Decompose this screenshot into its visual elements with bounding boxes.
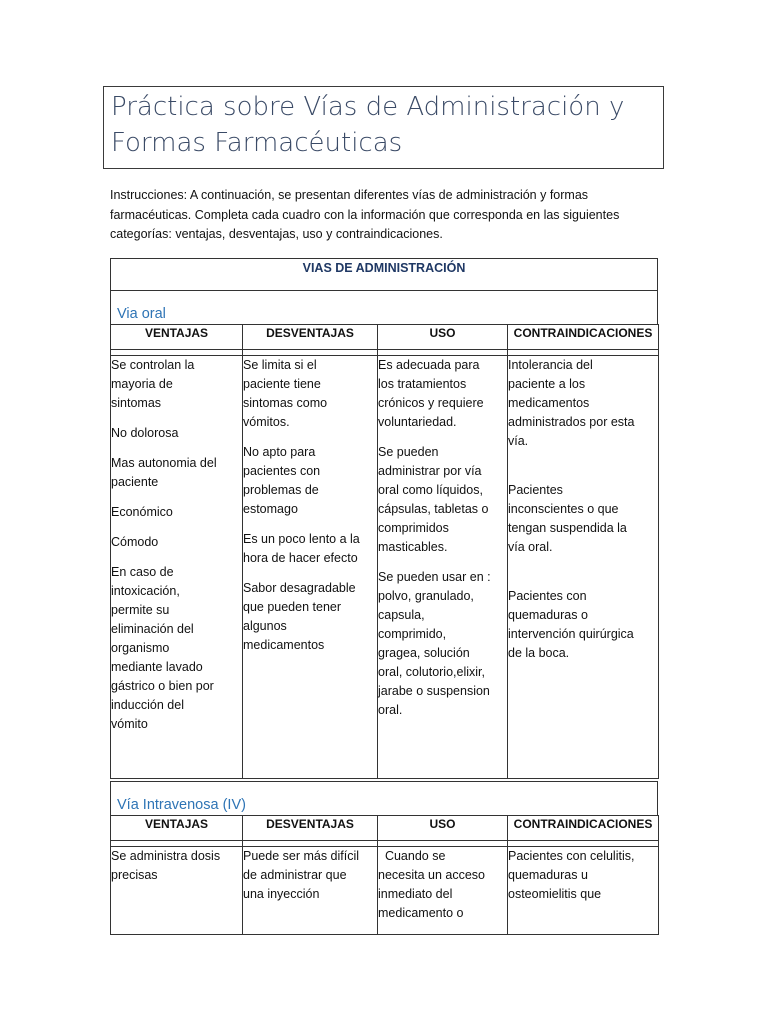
cell-contraindicaciones bbox=[508, 847, 659, 935]
cell-paragraph bbox=[508, 587, 658, 663]
cell-line: gástrico o bien por bbox=[111, 679, 214, 693]
cell-line: En caso de bbox=[111, 565, 174, 579]
table-row bbox=[111, 847, 659, 935]
cell-line: intervención quirúrgica bbox=[508, 627, 634, 641]
cell-line: algunos bbox=[243, 619, 287, 633]
cell-paragraph bbox=[378, 443, 507, 557]
cell-line: vía. bbox=[508, 434, 529, 448]
cell-paragraph bbox=[243, 579, 377, 655]
cell-paragraph bbox=[243, 443, 377, 519]
cell-line: osteomielitis que bbox=[508, 887, 602, 901]
column-header-contraindicaciones: CONTRAINDICACIONES bbox=[508, 816, 659, 841]
column-header-desventajas: DESVENTAJAS bbox=[243, 816, 378, 841]
page-title-line-1: Práctica sobre Vías de Administración y bbox=[111, 92, 625, 122]
cell-paragraph bbox=[508, 481, 658, 557]
cell-paragraph bbox=[111, 503, 242, 522]
cell-line: administrar por vía bbox=[378, 464, 482, 478]
cell-line: precisas bbox=[111, 868, 158, 882]
cell-line: Es adecuada para bbox=[378, 358, 480, 372]
cell-line: quemaduras o bbox=[508, 608, 588, 622]
cell-line: masticables. bbox=[378, 540, 448, 554]
cell-line: eliminación del bbox=[111, 622, 194, 636]
column-header-uso: USO bbox=[378, 816, 508, 841]
table-row bbox=[111, 356, 659, 779]
cell-line: estomago bbox=[243, 502, 298, 516]
cell-line: administrados por esta bbox=[508, 415, 635, 429]
instructions-line: categorías: ventajas, desventajas, uso y contraindicaciones. bbox=[110, 227, 443, 241]
cell-line: Se pueden usar en : bbox=[378, 570, 491, 584]
cell-line: intoxicación, bbox=[111, 584, 180, 598]
instructions-line: farmacéuticas. Completa cada cuadro con la información que corresponda en las siguientes bbox=[110, 207, 620, 222]
cell-line: inducción del bbox=[111, 698, 184, 712]
cell-line: medicamentos bbox=[243, 638, 325, 652]
cell-line: hora de hacer efecto bbox=[243, 551, 358, 565]
cell-line: Puede ser más difícil bbox=[243, 849, 360, 863]
cell-line: tengan suspendida la bbox=[508, 521, 627, 535]
cell-line: organismo bbox=[111, 641, 170, 655]
cell-line: Se limita si el bbox=[243, 358, 317, 372]
cell-line: Se pueden bbox=[378, 445, 439, 459]
cell-line: problemas de bbox=[243, 483, 319, 497]
cell-line: comprimidos bbox=[378, 521, 449, 535]
table-title: VIAS DE ADMINISTRACIÓN bbox=[110, 258, 658, 291]
cell-line: inmediato del bbox=[378, 887, 453, 901]
cell-line: Cuando se bbox=[378, 849, 446, 863]
cell-line: mayoria de bbox=[111, 377, 173, 391]
instructions-paragraph bbox=[110, 186, 658, 245]
cell-line: paciente bbox=[111, 475, 159, 489]
cell-line: vómito bbox=[111, 717, 148, 731]
cell-paragraph bbox=[111, 424, 242, 443]
cell-paragraph bbox=[111, 563, 242, 734]
cell-uso bbox=[378, 356, 508, 779]
cell-uso bbox=[378, 847, 508, 935]
page-title bbox=[103, 86, 664, 169]
table-header-row bbox=[111, 325, 659, 350]
cell-line: quemaduras u bbox=[508, 868, 588, 882]
cell-paragraph bbox=[378, 847, 507, 923]
cell-line: inconscientes o que bbox=[508, 502, 619, 516]
cell-line: Se controlan la bbox=[111, 358, 195, 372]
cell-line: crónicos y requiere bbox=[378, 396, 484, 410]
cell-line: No apto para bbox=[243, 445, 316, 459]
cell-line: vía oral. bbox=[508, 540, 553, 554]
cell-line: jarabe o suspension bbox=[378, 684, 490, 698]
cell-paragraph bbox=[111, 454, 242, 492]
cell-line: Pacientes con bbox=[508, 589, 587, 603]
route-title-oral: Via oral bbox=[110, 290, 658, 325]
cell-line: que pueden tener bbox=[243, 600, 342, 614]
cell-line: Sabor desagradable bbox=[243, 581, 356, 595]
cell-line: Económico bbox=[111, 505, 173, 519]
cell-line: Pacientes bbox=[508, 483, 563, 497]
instructions-line: Instrucciones: A continuación, se presentan diferentes vías de administración y formas bbox=[110, 188, 589, 202]
cell-line: Es un poco lento a la bbox=[243, 532, 360, 546]
cell-line: polvo, granulado, bbox=[378, 589, 474, 603]
cell-paragraph bbox=[111, 847, 242, 885]
cell-line: vómitos. bbox=[243, 415, 290, 429]
cell-line: Cómodo bbox=[111, 535, 159, 549]
cell-line: voluntariedad. bbox=[378, 415, 457, 429]
cell-ventajas bbox=[111, 847, 243, 935]
cell-line: Mas autonomia del bbox=[111, 456, 217, 470]
cell-paragraph bbox=[243, 847, 377, 904]
cell-line: de administrar que bbox=[243, 868, 347, 882]
cell-line: oral. bbox=[378, 703, 403, 717]
cell-paragraph bbox=[378, 356, 507, 432]
column-header-ventajas: VENTAJAS bbox=[111, 816, 243, 841]
cell-paragraph bbox=[378, 568, 507, 720]
cell-line: Pacientes con celulitis, bbox=[508, 849, 635, 863]
cell-ventajas bbox=[111, 356, 243, 779]
cell-line: pacientes con bbox=[243, 464, 321, 478]
cell-paragraph bbox=[111, 533, 242, 552]
route-title-intravenosa: Vía Intravenosa (IV) bbox=[110, 781, 658, 816]
cell-line: oral, colutorio,elixir, bbox=[378, 665, 485, 679]
column-header-desventajas: DESVENTAJAS bbox=[243, 325, 378, 350]
cell-line: paciente tiene bbox=[243, 377, 321, 391]
cell-paragraph bbox=[508, 847, 658, 904]
cell-line: medicamentos bbox=[508, 396, 590, 410]
cell-line: sintomas bbox=[111, 396, 162, 410]
table-header-row bbox=[111, 816, 659, 841]
cell-desventajas bbox=[243, 847, 378, 935]
cell-line: sintomas como bbox=[243, 396, 328, 410]
column-header-contraindicaciones: CONTRAINDICACIONES bbox=[508, 325, 659, 350]
cell-line: Se administra dosis bbox=[111, 849, 221, 863]
page-title-line-2: Formas Farmacéuticas bbox=[111, 128, 403, 158]
cell-line: Intolerancia del bbox=[508, 358, 593, 372]
cell-line: de la boca. bbox=[508, 646, 570, 660]
cell-contraindicaciones bbox=[508, 356, 659, 779]
cell-line: medicamento o bbox=[378, 906, 464, 920]
cell-line: comprimido, bbox=[378, 627, 447, 641]
cell-paragraph bbox=[111, 356, 242, 413]
cell-paragraph bbox=[243, 356, 377, 432]
cell-line: los tratamientos bbox=[378, 377, 467, 391]
column-header-uso: USO bbox=[378, 325, 508, 350]
column-header-ventajas: VENTAJAS bbox=[111, 325, 243, 350]
cell-line: una inyección bbox=[243, 887, 320, 901]
cell-paragraph bbox=[243, 530, 377, 568]
cell-line: cápsulas, tabletas o bbox=[378, 502, 489, 516]
cell-line: permite su bbox=[111, 603, 170, 617]
cell-line: mediante lavado bbox=[111, 660, 203, 674]
cell-line: capsula, bbox=[378, 608, 425, 622]
cell-line: gragea, solución bbox=[378, 646, 470, 660]
route-table-intravenosa bbox=[110, 815, 659, 935]
route-table-oral bbox=[110, 324, 659, 779]
cell-desventajas bbox=[243, 356, 378, 779]
cell-line: paciente a los bbox=[508, 377, 586, 391]
cell-paragraph bbox=[508, 356, 658, 451]
cell-line: oral como líquidos, bbox=[378, 483, 483, 497]
cell-line: necesita un acceso bbox=[378, 868, 486, 882]
cell-line: No dolorosa bbox=[111, 426, 179, 440]
